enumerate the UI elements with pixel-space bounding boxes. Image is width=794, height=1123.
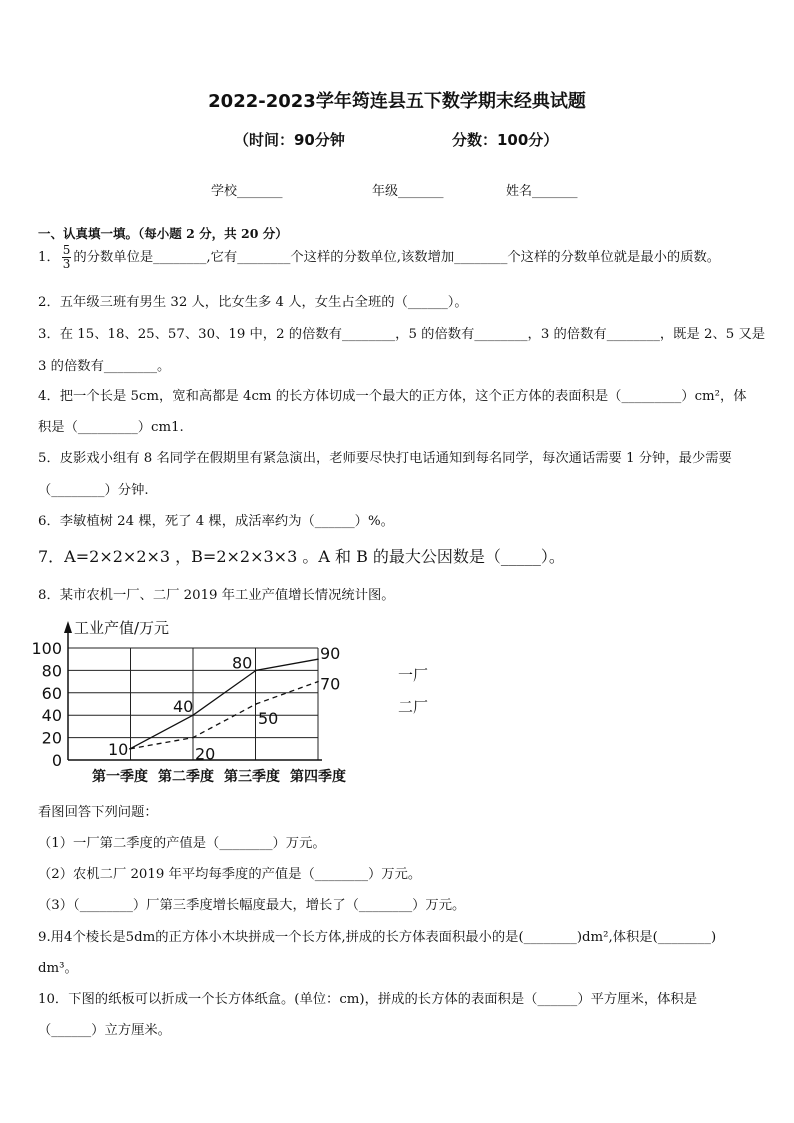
- fraction-numerator: 5: [62, 243, 71, 257]
- data-point: [129, 748, 131, 750]
- question-2: 2．五年级三班有男生 32 人，比女生多 4 人，女生占全班的（______）。: [38, 295, 468, 310]
- legend-series-2: 二厂: [398, 698, 429, 716]
- y-tick-label: 20: [41, 728, 62, 748]
- question-5-line2: （________）分钟.: [38, 483, 149, 498]
- question-8-sub1: （1）一厂第二季度的产值是（________）万元。: [38, 836, 326, 851]
- question-4-line1: 4．把一个长是 5cm，宽和高都是 4cm 的长方体切成一个最大的正方体，这个正方体的表面积是（_________）cm²，体: [38, 389, 747, 404]
- question-8-intro: 看图回答下列问题：: [38, 805, 158, 820]
- grade-field: 年级_______: [372, 184, 444, 199]
- data-label: 40: [173, 697, 194, 717]
- x-tick-label: 第三季度: [224, 769, 280, 785]
- fraction: [62, 244, 72, 271]
- question-4-line2: 积是（_________）cm1.: [38, 420, 184, 435]
- question-5-line1: 5．皮影戏小组有 8 名同学在假期里有紧急演出，老师要尽快打电话通知到每名同学，每次通话需要 1 分钟，最少需要: [38, 451, 732, 466]
- question-8: 8．某市农机一厂、二厂 2019 年工业产值增长情况统计图。: [38, 588, 395, 603]
- data-point: [255, 670, 257, 672]
- exam-time: （时间：90分钟: [234, 131, 345, 149]
- y-tick-label: 0: [51, 751, 62, 770]
- line-chart: [0, 605, 794, 805]
- y-tick-label: 80: [41, 661, 62, 681]
- legend-series-1: 一厂: [398, 666, 429, 684]
- question-3-line1: 3．在 15、18、25、57、30、19 中，2 的倍数有________，5 的倍数有________，3 的倍数有________，既是 2、5 又是: [38, 327, 766, 342]
- y-axis-label: 工业产值/万元: [74, 619, 170, 637]
- question-6: 6．李敏植树 24 棵，死了 4 棵，成活率约为（______）%。: [38, 514, 394, 529]
- data-label: 50: [258, 709, 279, 728]
- exam-score: 分数：100分）: [452, 131, 559, 149]
- x-tick-label: 第四季度: [290, 769, 346, 785]
- name-field: 姓名_______: [506, 184, 578, 199]
- y-tick-label: 100: [31, 639, 62, 658]
- x-tick-label: 第一季度: [92, 769, 148, 785]
- data-point: [255, 703, 257, 705]
- y-axis-arrow: [64, 621, 72, 633]
- question-9-line2: dm³。: [38, 961, 78, 976]
- question-10-line2: （______）立方厘米。: [38, 1023, 171, 1038]
- data-point: [192, 737, 194, 739]
- question-7: 7．A=2×2×2×3 ，B=2×2×3×3 。A 和 B 的最大公因数是（_____）。: [38, 547, 565, 566]
- question-8-sub3: （3）（________）厂第三季度增长幅度最大，增长了（________）万元。: [38, 898, 466, 913]
- question-text: 的分数单位是________,它有________个这样的分数单位,该数增加________个这样的分数单位就是最小的质数。: [73, 250, 721, 265]
- question-10-line1: 10．下图的纸板可以折成一个长方体纸盒。(单位：cm)，拼成的长方体的表面积是（______）平方厘米，体积是: [38, 992, 698, 1007]
- question-8-sub2: （2）农机二厂 2019 年平均每季度的产值是（________）万元。: [38, 867, 422, 882]
- series-line-1: [130, 659, 318, 749]
- data-point: [317, 681, 319, 683]
- x-tick-label: 第二季度: [158, 769, 214, 785]
- data-label: 10: [108, 739, 129, 759]
- data-label: 70: [320, 674, 341, 694]
- data-label: 90: [320, 644, 341, 664]
- question-9-line1: 9.用4个棱长是5dm的正方体小木块拼成一个长方体,拼成的长方体表面积最小的是(________)dm²,体积是(________): [38, 930, 717, 945]
- school-field: 学校_______: [211, 184, 283, 199]
- data-label: 80: [232, 653, 253, 673]
- section-heading: 一、认真填一填。（每小题 2 分，共 20 分）: [38, 226, 288, 241]
- y-tick-label: 40: [41, 706, 62, 726]
- fraction-denominator: 3: [62, 257, 71, 271]
- question-number: 1．: [38, 250, 60, 265]
- question-1: [38, 244, 720, 271]
- data-label: 20: [195, 744, 216, 764]
- data-point: [317, 658, 319, 660]
- y-tick-label: 60: [41, 683, 62, 703]
- page-title: 2022-2023学年筠连县五下数学期末经典试题: [208, 91, 586, 112]
- question-3-line2: 3 的倍数有________。: [38, 359, 171, 374]
